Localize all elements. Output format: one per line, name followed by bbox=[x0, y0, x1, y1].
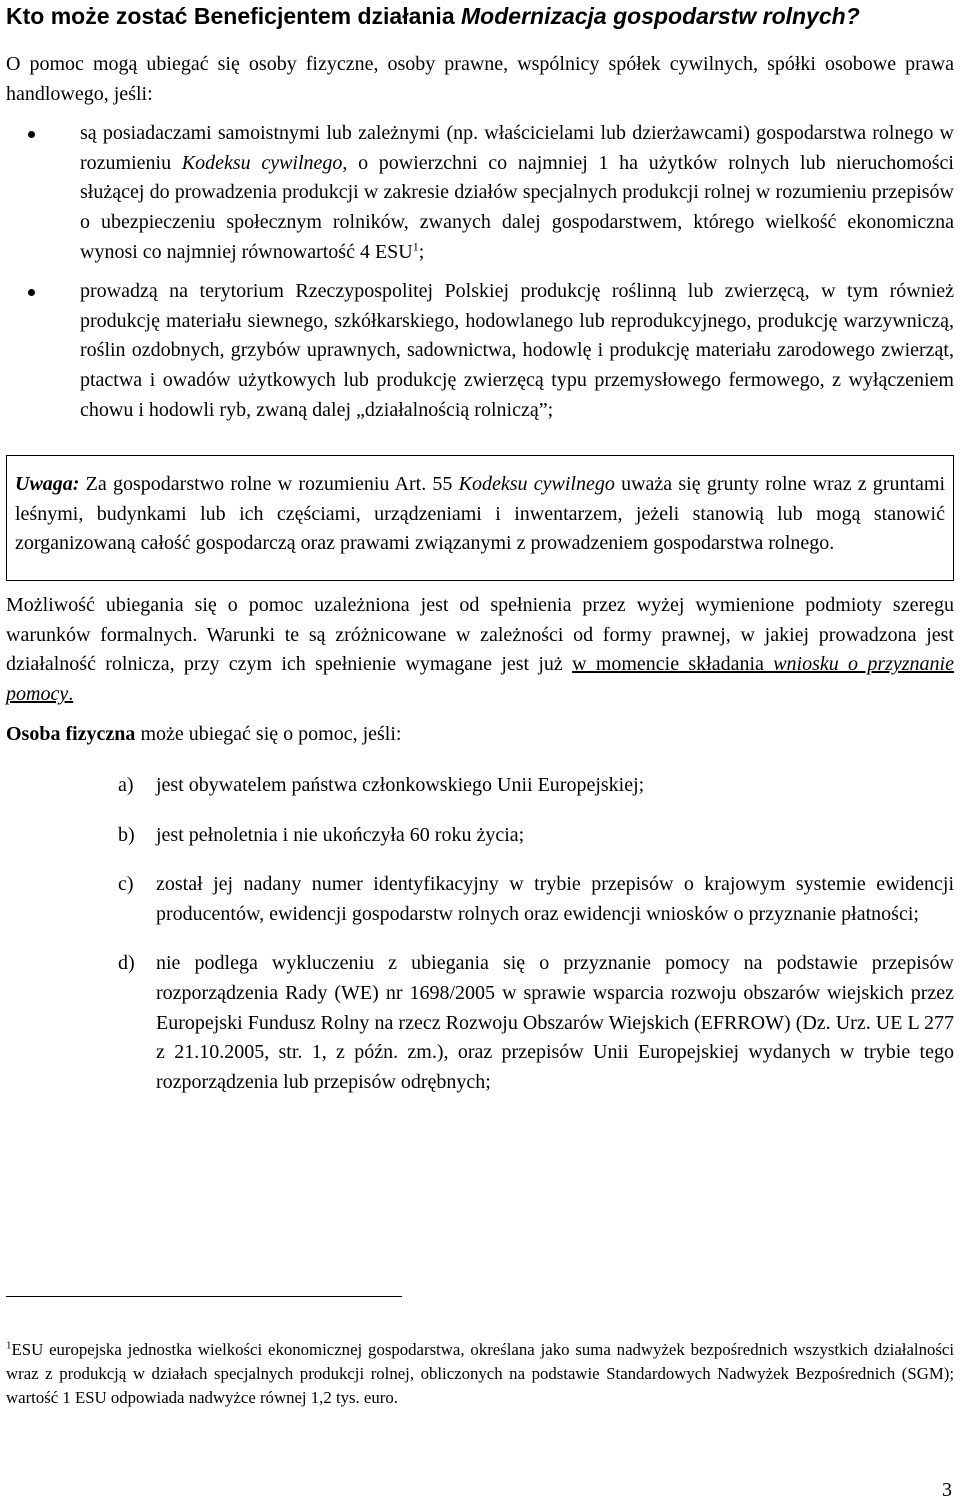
note-text-a: Za gospodarstwo rolne w rozumieniu Art. 55 bbox=[79, 473, 459, 496]
footnote-ref: 1 bbox=[412, 238, 419, 253]
bullet-item-production bbox=[6, 277, 954, 425]
condition-letter: a) bbox=[118, 774, 134, 797]
condition-item bbox=[6, 821, 954, 851]
page-title bbox=[6, 2, 954, 30]
bullet1-text-b: , o powierzchni co najmniej 1 ha użytków rolnych lub nieruchomości służącej do prowadzenia produkcji w zakresie działów specjalnych produkcji rolnej w rozumieniu przepisów o ubezpieczeniu społecznym rolników, zwanych dalej gospodarstwem, którego wielkość ekonomiczna wynosi co najmniej równowartość 4 ESU bbox=[80, 151, 954, 263]
page-number: 3 bbox=[942, 1479, 952, 1501]
condition-letter: d) bbox=[118, 952, 135, 975]
footnote-number: 1 bbox=[6, 1339, 12, 1352]
possibility-underline: w momencie składania bbox=[572, 653, 774, 676]
possibility-underline-end: . bbox=[68, 682, 74, 705]
condition-text: jest pełnoletnia i nie ukończyła 60 roku życia; bbox=[156, 823, 525, 846]
bullet-dot-icon bbox=[28, 289, 35, 296]
footnote bbox=[6, 1338, 954, 1410]
condition-letter: b) bbox=[118, 823, 135, 846]
note-italic: Kodeksu cywilnego bbox=[458, 473, 615, 496]
possibility-underline-italic: wniosku o przyznanie pomocy bbox=[6, 653, 954, 705]
eligibility-bullet-list bbox=[6, 119, 954, 425]
natural-person-bold: Osoba fizyczna bbox=[6, 722, 136, 745]
condition-letter: c) bbox=[118, 873, 134, 896]
intro-paragraph: O pomoc mogą ubiegać się osoby fizyczne, osoby prawne, wspólnicy spółek cywilnych, spółki osobowe prawa handlowego, jeśli: bbox=[6, 53, 954, 105]
condition-item bbox=[6, 870, 954, 929]
possibility-text: Możliwość ubiegania się o pomoc uzależniona jest od spełnienia przez wyżej wymienione podmioty szeregu warunków formalnych. Warunki te są zróżnicowane w zależności od formy prawnej, w jakiej prowadzona jest działalność rolnicza, przy czym ich spełnienie wymagane jest już bbox=[6, 594, 954, 676]
bullet1-text-a: są posiadaczami samoistnymi lub zależnymi (np. właścicielami lub dzierżawcami) gospodarstwa rolnego w rozumieniu bbox=[80, 122, 954, 174]
condition-item bbox=[6, 949, 954, 1097]
natural-person-rest: może ubiegać się o pomoc, jeśli: bbox=[135, 722, 402, 745]
possibility-paragraph bbox=[6, 591, 954, 709]
bullet-item-ownership bbox=[6, 119, 954, 267]
bullet-dot-icon bbox=[28, 131, 35, 138]
condition-text: jest obywatelem państwa członkowskiego Unii Europejskiej; bbox=[156, 774, 645, 797]
condition-text: został jej nadany numer identyfikacyjny w trybie przepisów o krajowym systemie ewidencji producentów, ewidencji gospodarstw rolnych oraz ewidencji wniosków o przyznanie płatności; bbox=[156, 873, 954, 925]
title-plain: Kto może zostać Beneficjentem działania bbox=[6, 3, 462, 29]
note-box bbox=[6, 455, 954, 581]
natural-person-lead bbox=[6, 720, 954, 750]
note-text-b: uważa się grunty rolne wraz z gruntami leśnymi, budynkami lub ich częściami, urządzeniami i inwentarzem, jeżeli stanowią lub mogą stanowić zorganizowaną całość gospodarczą oraz prawami związanymi z prowadzeniem gospodarstwa rolnego. bbox=[15, 473, 946, 555]
condition-item bbox=[6, 771, 954, 801]
bullet1-italic: Kodeksu cywilnego bbox=[181, 151, 343, 174]
title-italic: Modernizacja gospodarstw rolnych? bbox=[461, 3, 860, 29]
document-page bbox=[6, 0, 954, 1097]
conditions-list bbox=[6, 771, 954, 1097]
note-label: Uwaga: bbox=[15, 473, 80, 496]
footnote-text: ESU europejska jednostka wielkości ekonomicznej gospodarstwa, określana jako suma nadwyżek bezpośrednich wszystkich działalności wraz z produkcją w działach specjalnych produkcji rolnej, obliczonych na podstawie Standardowych Nadwyżek Bezpośrednich (SGM); wartość 1 ESU odpowiada nadwyżce równej 1,2 tys. euro. bbox=[6, 1340, 954, 1407]
condition-text: nie podlega wykluczeniu z ubiegania się o przyznanie pomocy na podstawie przepisów rozporządzenia Rady (WE) nr 1698/2005 w sprawie wsparcia rozwoju obszarów wiejskich przez Europejski Fundusz Rolny na rzecz Rozwoju Obszarów Wiejskich (EFRROW) (Dz. Urz. UE L 277 z 21.10.2005, str. 1, z późn. zm.), oraz przepisów Unii Europejskiej wydanych w trybie tego rozporządzenia lub przepisów odrębnych; bbox=[156, 952, 954, 1093]
footnote-divider bbox=[6, 1296, 402, 1297]
bullet2-text: prowadzą na terytorium Rzeczypospolitej Polskiej produkcję roślinną lub zwierzęcą, w tym również produkcję materiału siewnego, szkółkarskiego, hodowlanego lub reprodukcyjnego, produkcję warzywniczą, roślin ozdobnych, grzybów uprawnych, sadownictwa, hodowlę i produkcję materiału zarodowego zwierząt, ptactwa i owadów użytkowych lub produkcję zwierzęcą typu przemysłowego fermowego, z wyłączeniem chowu i hodowli ryb, zwaną dalej „działalnością rolniczą”; bbox=[80, 280, 954, 421]
bullet1-text-c: ; bbox=[418, 240, 425, 263]
